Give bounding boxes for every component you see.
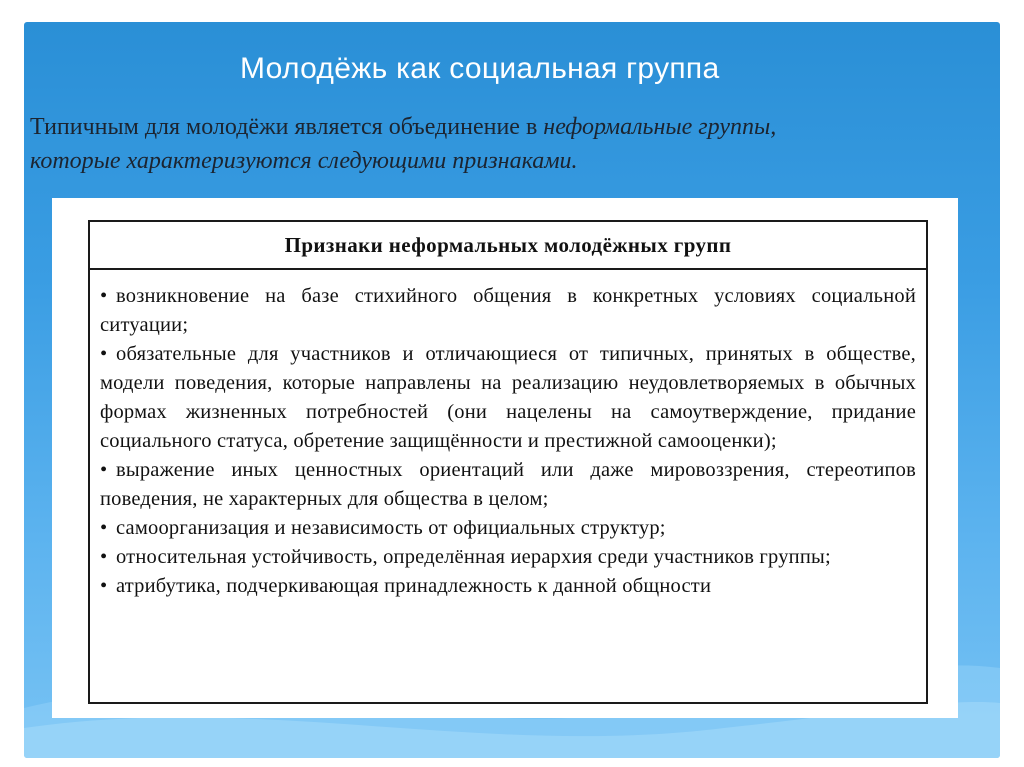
bullet-icon: • bbox=[100, 517, 108, 539]
slide bbox=[24, 22, 1000, 758]
intro-italic-2: которые характеризуются следующими признаками. bbox=[30, 148, 578, 174]
list-item bbox=[100, 340, 916, 456]
table-header: Признаки неформальных молодёжных групп bbox=[90, 222, 926, 270]
list-item bbox=[100, 572, 916, 601]
list-item-text: атрибутика, подчеркивающая принадлежность к данной общности bbox=[116, 575, 712, 597]
intro-text bbox=[30, 110, 970, 178]
list-item bbox=[100, 514, 916, 543]
list-item bbox=[100, 543, 916, 572]
list-item-text: выражение иных ценностных ориентаций или даже мировоззрения, стереотипов поведения, не характерных для общества в целом; bbox=[100, 459, 916, 510]
bullet-icon: • bbox=[100, 459, 108, 481]
list-item-text: возникновение на базе стихийного общения в конкретных условиях социальной ситуации; bbox=[100, 285, 916, 336]
intro-italic-1: неформальные группы, bbox=[543, 114, 777, 140]
bullet-icon: • bbox=[100, 575, 108, 597]
list-item bbox=[100, 456, 916, 514]
list-item-text: относительная устойчивость, определённая иерархия среди участников группы; bbox=[116, 546, 831, 568]
list-item-text: обязательные для участников и отличающиеся от типичных, принятых в обществе, модели поведения, которые направлены на реализацию неудовлетворяемых в обычных формах жизненных потребностей (они нацелены на самоутверждение, придание социального статуса, обретение защищённости и престижной самооценки); bbox=[100, 343, 916, 452]
list-item-text: самоорганизация и независимость от официальных структур; bbox=[116, 517, 666, 539]
features-table bbox=[88, 220, 928, 704]
table-body bbox=[90, 270, 926, 601]
content-panel bbox=[52, 198, 958, 718]
bullet-icon: • bbox=[100, 343, 108, 365]
bullet-icon: • bbox=[100, 285, 108, 307]
bullet-icon: • bbox=[100, 546, 108, 568]
slide-title: Молодёжь как социальная группа bbox=[240, 52, 720, 85]
list-item bbox=[100, 282, 916, 340]
intro-plain: Типичным для молодёжи является объединение в bbox=[30, 114, 544, 140]
